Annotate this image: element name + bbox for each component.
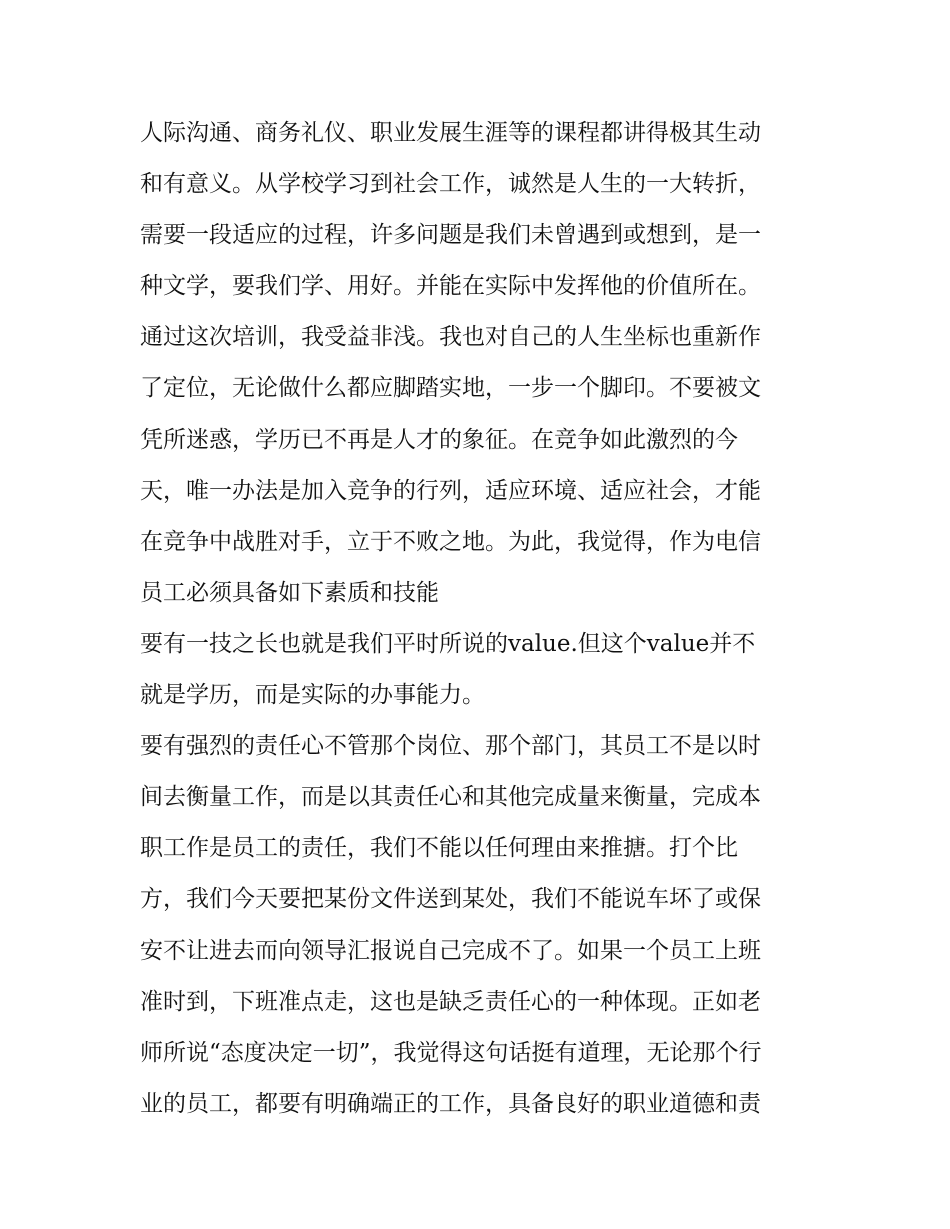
text-line: 人际沟通、商务礼仪、职业发展生涯等的课程都讲得极其生动 bbox=[140, 120, 761, 146]
text-line: 就是学历，而是实际的办事能力。 bbox=[140, 682, 485, 709]
text-line: 种文学，要我们学、用好。并能在实际中发挥他的价值所在。 bbox=[140, 273, 761, 300]
text-line: 准时到，下班准点走，这也是缺乏责任心的一种体现。正如老 bbox=[140, 988, 761, 1015]
text-line: 师所说“态度决定一切”，我觉得这句话挺有道理，无论那个行 bbox=[140, 1039, 762, 1066]
text-line: 安不让进去而向领导汇报说自己完成不了。如果一个员工上班 bbox=[140, 937, 761, 964]
text-line: 了定位，无论做什么都应脚踏实地，一步一个脚印。不要被文 bbox=[140, 375, 761, 402]
text-line: 要有强烈的责任心不管那个岗位、那个部门，其员工不是以时 bbox=[140, 733, 761, 760]
text-line: 要有一技之长也就是我们平时所说的value.但这个value并不 bbox=[140, 630, 756, 657]
text-line: 天，唯一办法是加入竞争的行列，适应环境、适应社会，才能 bbox=[140, 477, 761, 504]
text-line: 员工必须具备如下素质和技能 bbox=[140, 579, 439, 606]
text-line: 间去衡量工作，而是以其责任心和其他完成量来衡量，完成本 bbox=[140, 784, 761, 811]
text-line: 在竞争中战胜对手，立于不败之地。为此，我觉得，作为电信 bbox=[140, 528, 761, 555]
text-line: 通过这次培训，我受益非浅。我也对自己的人生坐标也重新作 bbox=[140, 324, 761, 351]
text-line: 和有意义。从学校学习到社会工作，诚然是人生的一大转折， bbox=[140, 171, 761, 198]
text-line: 方，我们今天要把某份文件送到某处，我们不能说车坏了或保 bbox=[140, 886, 761, 913]
body-text bbox=[140, 108, 820, 1130]
text-line: 需要一段适应的过程，许多问题是我们未曾遇到或想到，是一 bbox=[140, 222, 761, 249]
text-line: 职工作是员工的责任，我们不能以任何理由来推搪。打个比 bbox=[140, 835, 738, 862]
text-line: 凭所迷惑，学历已不再是人才的象征。在竞争如此激烈的今 bbox=[140, 426, 738, 453]
text-line: 业的员工，都要有明确端正的工作，具备良好的职业道德和责 bbox=[140, 1090, 761, 1117]
